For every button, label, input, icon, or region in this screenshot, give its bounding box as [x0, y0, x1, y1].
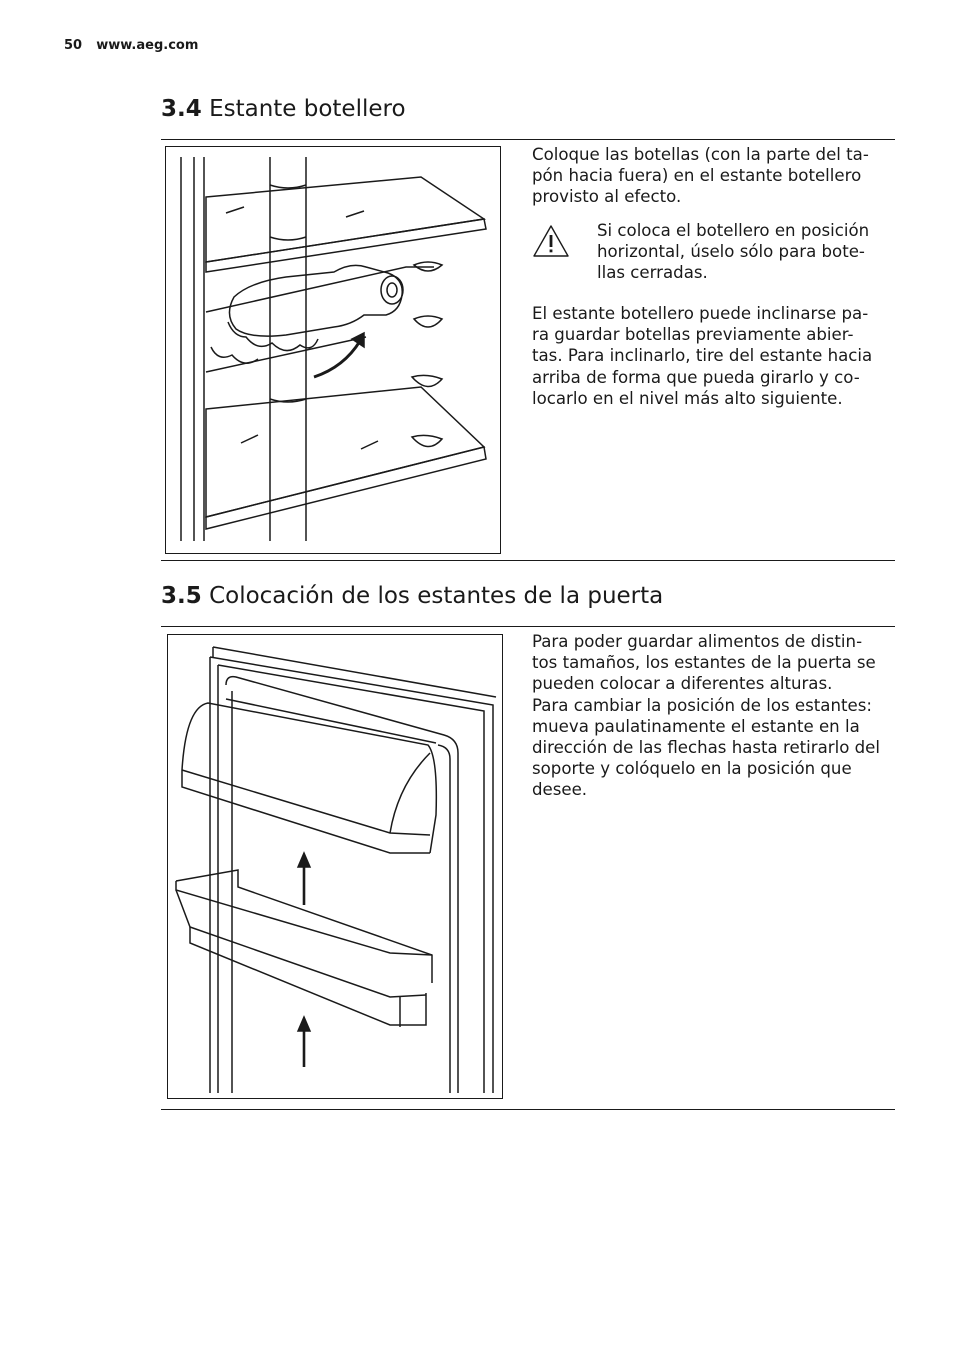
warning-triangle-icon: [532, 224, 570, 258]
door-shelves-intro: Para poder guardar alimentos de distin-tos tamaños, los estantes de la puerta se pueden colocar a diferentes alturas.: [532, 632, 876, 694]
door-shelves-illustration: [167, 634, 503, 1099]
section-title-text: Estante botellero: [209, 96, 406, 122]
door-shelves-instructions: Para cambiar la posición de los estantes: mueva paulatinamente el estante en la dirección de las flechas hasta retirarlo del soporte y colóquelo en la posición que desee.: [532, 695, 880, 800]
site-url: www.aeg.com: [96, 38, 199, 53]
page-number: 50: [64, 38, 83, 53]
section-title-3-4: [161, 96, 406, 122]
section-3-4-text-2: [532, 303, 884, 409]
warning-block: [532, 220, 884, 290]
bottle-rack-intro: Coloque las botellas (con la parte del ta-pón hacia fuera) en el estante botellero provisto al efecto.: [532, 145, 869, 207]
section-number: 3.4: [161, 96, 202, 122]
section-title-3-5: [161, 583, 663, 609]
section-rule-top: [161, 626, 895, 627]
page-header: [64, 38, 198, 53]
section-rule-bottom: [161, 1109, 895, 1110]
section-title-text: Colocación de los estantes de la puerta: [209, 583, 664, 609]
section-number: 3.5: [161, 583, 202, 609]
section-3-5-text: [532, 631, 884, 801]
section-rule-top: [161, 139, 895, 140]
bottle-rack-tilt-text: El estante botellero puede inclinarse pa-ra guardar botellas previamente abier-tas. Para inclinarlo, tire del estante hacia arriba de forma que pueda girarlo y co-locarlo en el nivel más alto siguiente.: [532, 304, 873, 408]
bottle-rack-illustration: [165, 146, 501, 554]
warning-text: Si coloca el botellero en posición horizontal, úselo sólo para bote-llas cerradas.: [597, 221, 870, 283]
section-rule-bottom: [161, 560, 895, 561]
section-3-4-text: [532, 144, 884, 208]
